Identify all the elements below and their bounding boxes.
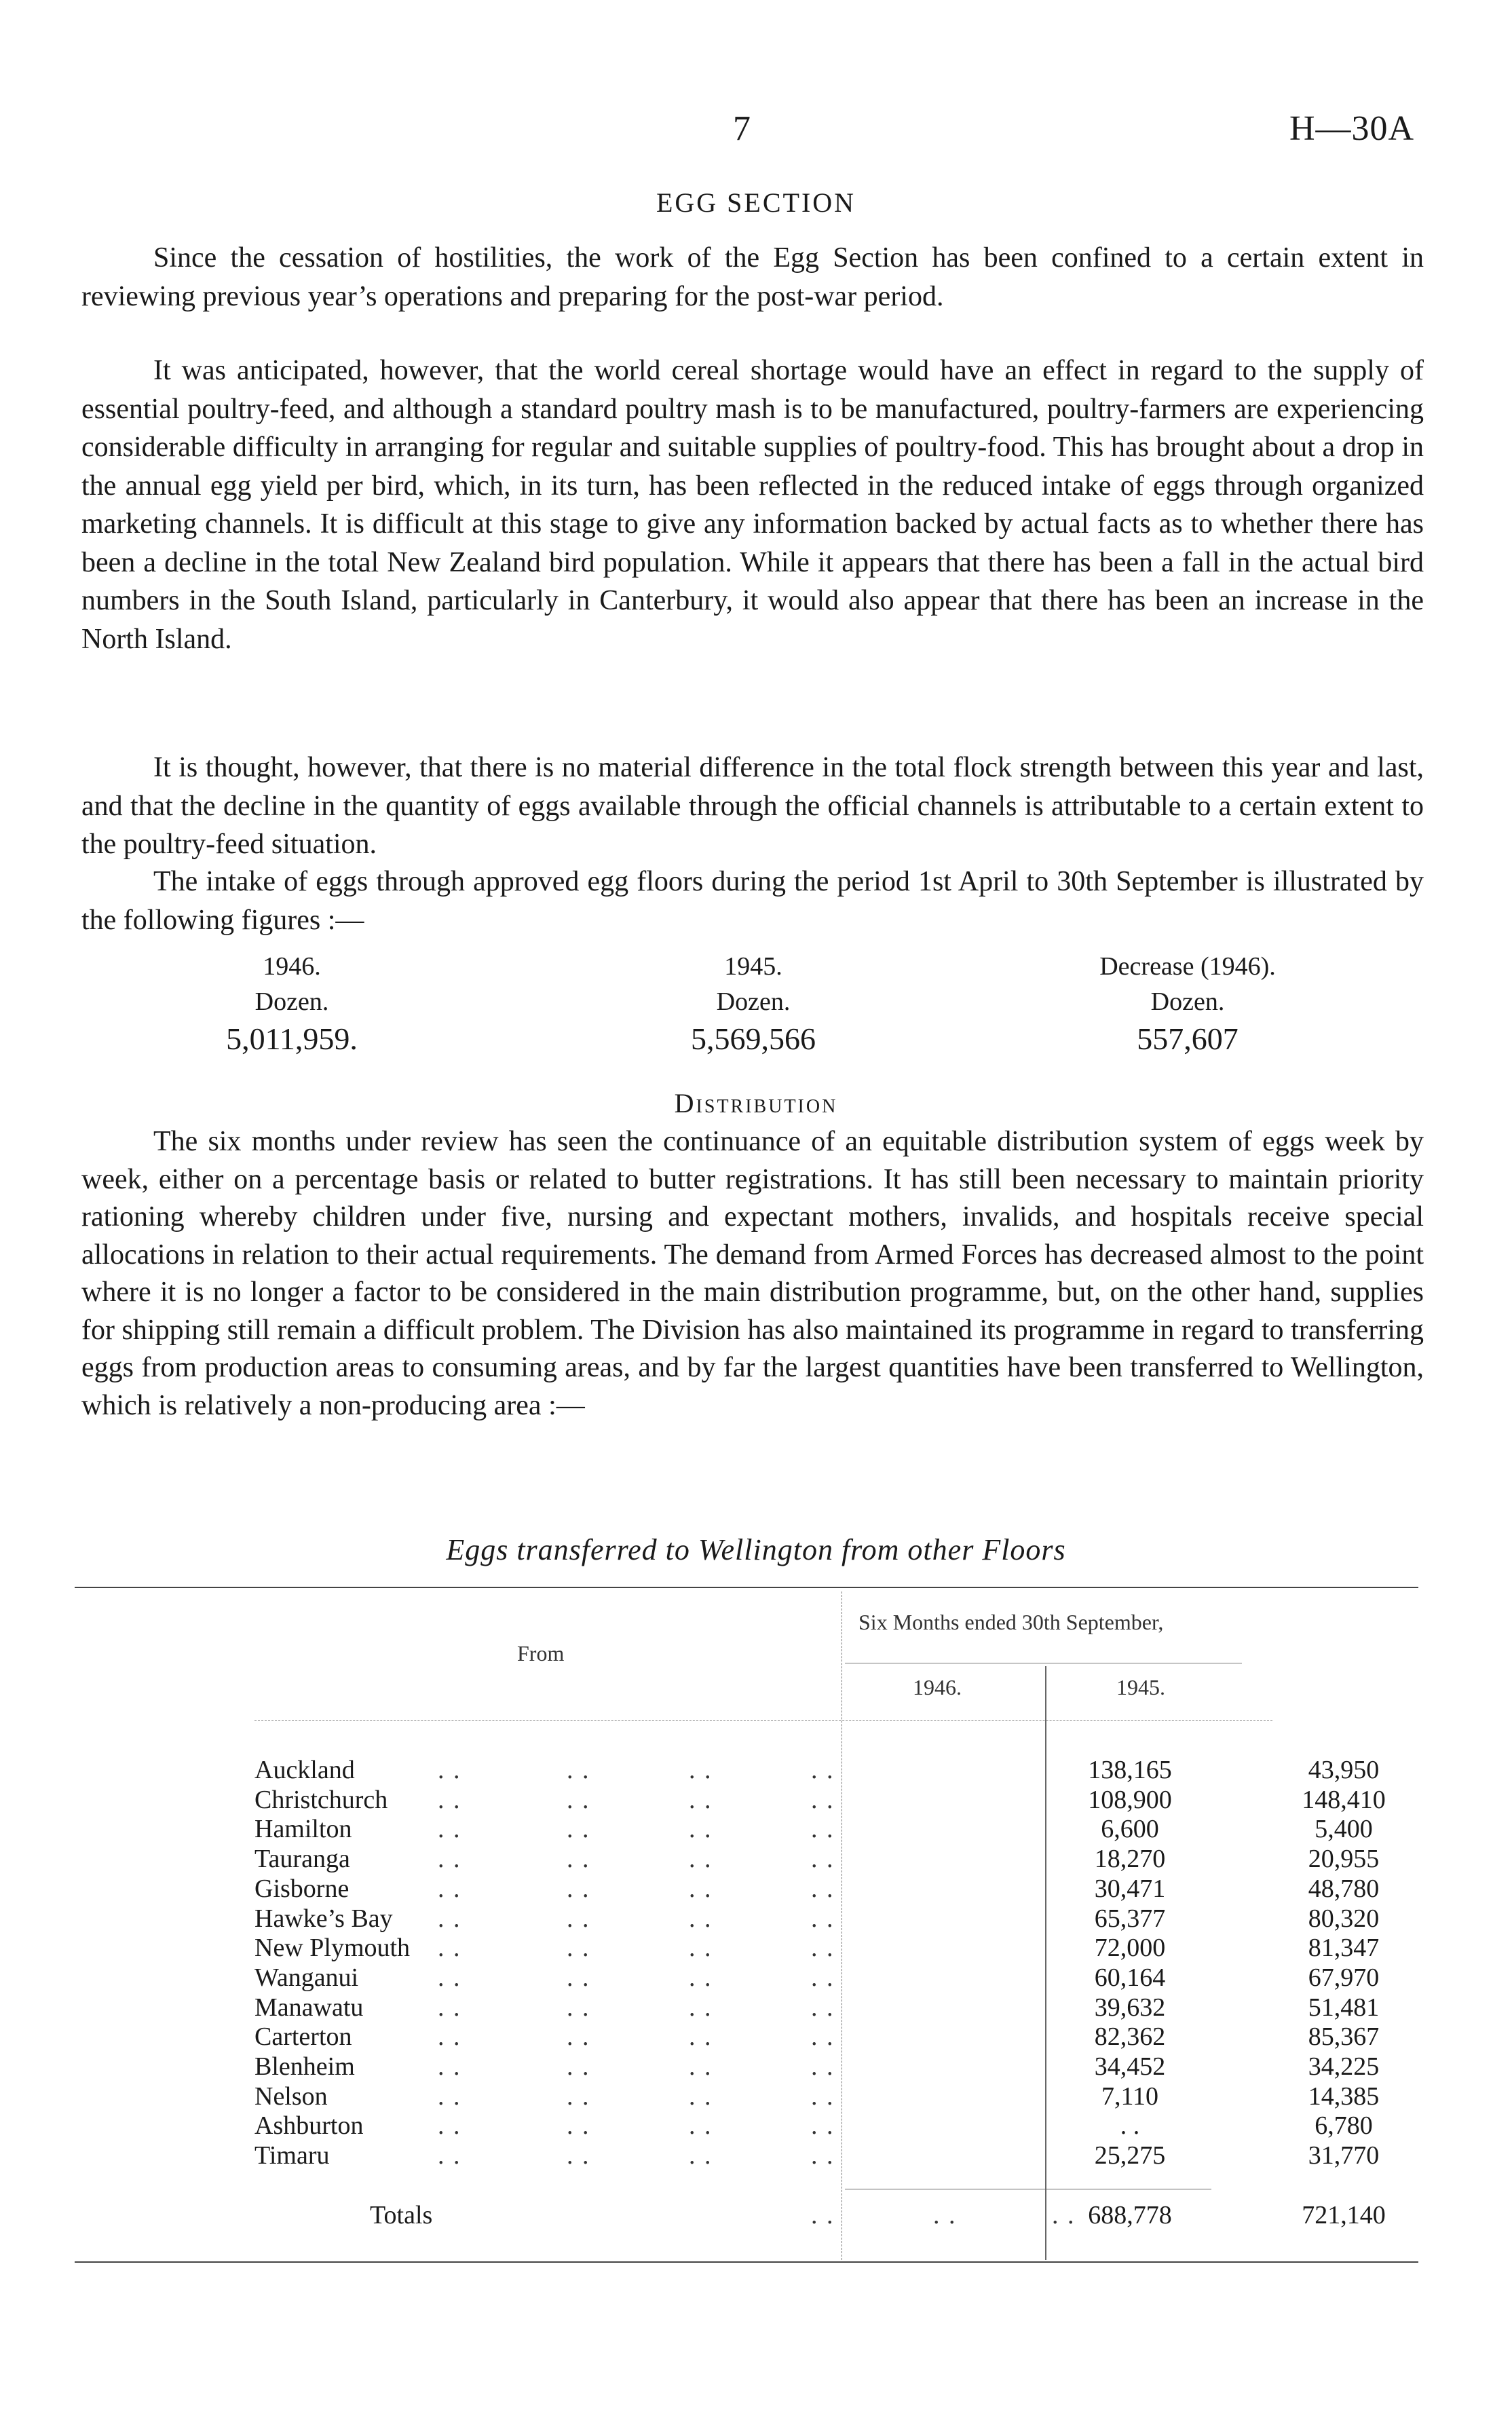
table-row: Blenheim . . . . . . . . 34,452 34,225 xyxy=(254,2052,1205,2082)
value-1945: 51,481 xyxy=(1308,1993,1380,2022)
value-1945: 81,347 xyxy=(1308,1934,1380,1963)
value-1946: 82,362 xyxy=(1094,2022,1166,2052)
col-1946-header: 1946. xyxy=(913,1675,962,1699)
paragraph: The intake of eggs through approved egg floors during the period 1st April to 30th September is illustrated by the following figures :— xyxy=(81,866,1424,936)
totals-row: Totals . . . . . . 688,778 721,140 xyxy=(254,2200,1205,2230)
table-row: Timaru . . . . . . . . 25,275 31,770 xyxy=(254,2141,1205,2170)
table-row: Hawke’s Bay . . . . . . . . 65,377 80,320 xyxy=(254,1904,1205,1934)
value-1946: 6,600 xyxy=(1101,1815,1159,1844)
table-row: Wanganui . . . . . . . . 60,164 67,970 xyxy=(254,1963,1205,1993)
figure-year: 1945. xyxy=(724,952,782,981)
place-name: Christchurch xyxy=(254,1785,388,1814)
from-column-header: From xyxy=(517,1641,565,1665)
table-title: Eggs transferred to Wellington from other Floors xyxy=(446,1533,1066,1566)
place-name: Hamilton xyxy=(254,1815,352,1844)
place-name: Wanganui xyxy=(254,1963,359,1992)
value-1945: 20,955 xyxy=(1308,1845,1380,1874)
value-1945: 31,770 xyxy=(1308,2141,1380,2170)
value-1946: 138,165 xyxy=(1088,1756,1172,1784)
document-reference: H—30A xyxy=(1289,109,1415,148)
value-1946: 30,471 xyxy=(1094,1874,1166,1903)
value-1946: 108,900 xyxy=(1088,1785,1172,1814)
table-row: Gisborne . . . . . . . . 30,471 48,780 xyxy=(254,1874,1205,1904)
value-1946: 25,275 xyxy=(1094,2141,1166,2170)
place-name: Tauranga xyxy=(254,1845,350,1874)
place-name: Gisborne xyxy=(254,1874,349,1903)
value-1945: 85,367 xyxy=(1308,2022,1380,2052)
place-name: Auckland xyxy=(254,1756,355,1784)
place-name: Ashburton xyxy=(254,2111,364,2141)
value-1945: 148,410 xyxy=(1302,1785,1386,1814)
value-1945: 14,385 xyxy=(1308,2082,1380,2111)
figure-value: 5,011,959. xyxy=(226,1021,358,1056)
figure-unit: Dozen. xyxy=(1150,987,1225,1016)
paragraph: It was anticipated, however, that the world cereal shortage would have an effect in regard to the supply of essential poultry-feed, and although a standard poultry mash is to be manufactured, poultry-farmers are experiencing considerable difficulty in arranging for regular and suitable supplies of poultry-food. This has brought about a drop in the annual egg yield per bird, which, in its turn, has been reflected in the reduced intake of eggs through organized marketing channels. It is difficult at this stage to give any information backed by actual facts as to whether there has been a decline in the total New Zealand bird population. While it appears that there has been a fall in the actual bird numbers in the South Island, particularly in Canterbury, it would also appear that there has been an increase in the North Island. xyxy=(81,355,1424,655)
figure-decrease xyxy=(998,949,1378,1059)
value-1945: 67,970 xyxy=(1308,1963,1380,1992)
value-1945: 48,780 xyxy=(1308,1874,1380,1903)
page-number: 7 xyxy=(733,109,751,148)
paragraph: It is thought, however, that there is no material difference in the total flock strength between this year and last, and that the decline in the quantity of eggs available through the official channels is attributable to a certain extent to the poultry-feed situation. xyxy=(81,752,1424,860)
value-1946: 34,452 xyxy=(1094,2052,1166,2081)
value-1945: 6,780 xyxy=(1315,2111,1373,2141)
place-name: New Plymouth xyxy=(254,1934,411,1963)
table-row: Nelson . . . . . . . . 7,110 14,385 xyxy=(254,2082,1205,2111)
figure-value: 557,607 xyxy=(1137,1021,1239,1056)
paragraph: The six months under review has seen the continuance of an equitable distribution system of eggs week by week, either on a percentage basis or related to butter registrations. It has still been necessary to maintain priority rationing whereby children under five, nursing and expectant mothers, invalids, and hospitals receive special allocations in relation to their actual requirements. The demand from Armed Forces has decreased almost to the point where it is no longer a factor to be considered in the main distribution programme, but, on the other hand, supplies for shipping still remain a difficult problem. The Division has also maintained its programme in regard to transferring eggs from production areas to consuming areas, and by far the largest quantities have been transferred to Wellington, which is relatively a non-producing area :— xyxy=(81,1126,1424,1421)
place-name: Hawke’s Bay xyxy=(254,1904,393,1933)
header-bottom-rule xyxy=(254,1720,1272,1721)
value-1945: 5,400 xyxy=(1315,1815,1373,1844)
table-top-rule xyxy=(75,1587,1418,1588)
table-row: Christchurch . . . . . . . . 108,900 148,410 xyxy=(254,1785,1205,1815)
value-1945: 34,225 xyxy=(1308,2052,1380,2081)
value-1946: . . xyxy=(1120,2111,1140,2141)
value-1946: 60,164 xyxy=(1094,1963,1166,1992)
value-1945: 80,320 xyxy=(1308,1904,1380,1933)
table-row: New Plymouth . . . . . . . . 72,000 81,347 xyxy=(254,1933,1205,1963)
value-1946: 65,377 xyxy=(1094,1904,1166,1933)
table-bottom-rule xyxy=(75,2261,1418,2263)
value-1946: 39,632 xyxy=(1094,1993,1166,2022)
table-row: Ashburton . . . . . . . . . . 6,780 xyxy=(254,2111,1205,2141)
table-row: Auckland . . . . . . . . 138,165 43,950 xyxy=(254,1755,1205,1785)
figure-value: 5,569,566 xyxy=(691,1021,816,1056)
distribution-heading: Distribution xyxy=(674,1088,838,1118)
value-1946: 7,110 xyxy=(1101,2082,1159,2111)
place-name: Carterton xyxy=(254,2022,352,2052)
value-1946: 72,000 xyxy=(1094,1934,1166,1963)
value-1945: 43,950 xyxy=(1308,1756,1380,1784)
egg-section-heading: EGG SECTION xyxy=(656,187,856,218)
col-1945-header: 1945. xyxy=(1116,1675,1165,1699)
value-1946: 18,270 xyxy=(1094,1845,1166,1874)
table-row: Hamilton . . . . . . . . 6,600 5,400 xyxy=(254,1814,1205,1844)
figure-unit: Dozen. xyxy=(716,987,791,1016)
period-group-header: Six Months ended 30th September, xyxy=(858,1610,1164,1634)
figure-year: Decrease (1946). xyxy=(1099,952,1276,981)
figure-1946 xyxy=(102,949,482,1059)
place-name: Manawatu xyxy=(254,1993,364,2022)
totals-1945: 721,140 xyxy=(1302,2201,1386,2229)
table-row: Manawatu . . . . . . . . 39,632 51,481 xyxy=(254,1993,1205,2022)
figure-unit: Dozen. xyxy=(254,987,329,1016)
place-name: Timaru xyxy=(254,2141,330,2170)
place-name: Blenheim xyxy=(254,2052,355,2081)
table-row: Tauranga . . . . . . . . 18,270 20,955 xyxy=(254,1844,1205,1874)
figure-year: 1946. xyxy=(263,952,321,981)
totals-1946: 688,778 xyxy=(1088,2201,1172,2229)
totals-label: Totals xyxy=(370,2201,433,2229)
paragraph: Since the cessation of hostilities, the work of the Egg Section has been confined to a certain extent in reviewing previous year’s operations and preparing for the post-war period. xyxy=(81,242,1424,312)
place-name: Nelson xyxy=(254,2082,328,2111)
figure-1945 xyxy=(563,949,943,1059)
table-row: Carterton . . . . . . . . 82,362 85,367 xyxy=(254,2022,1205,2052)
